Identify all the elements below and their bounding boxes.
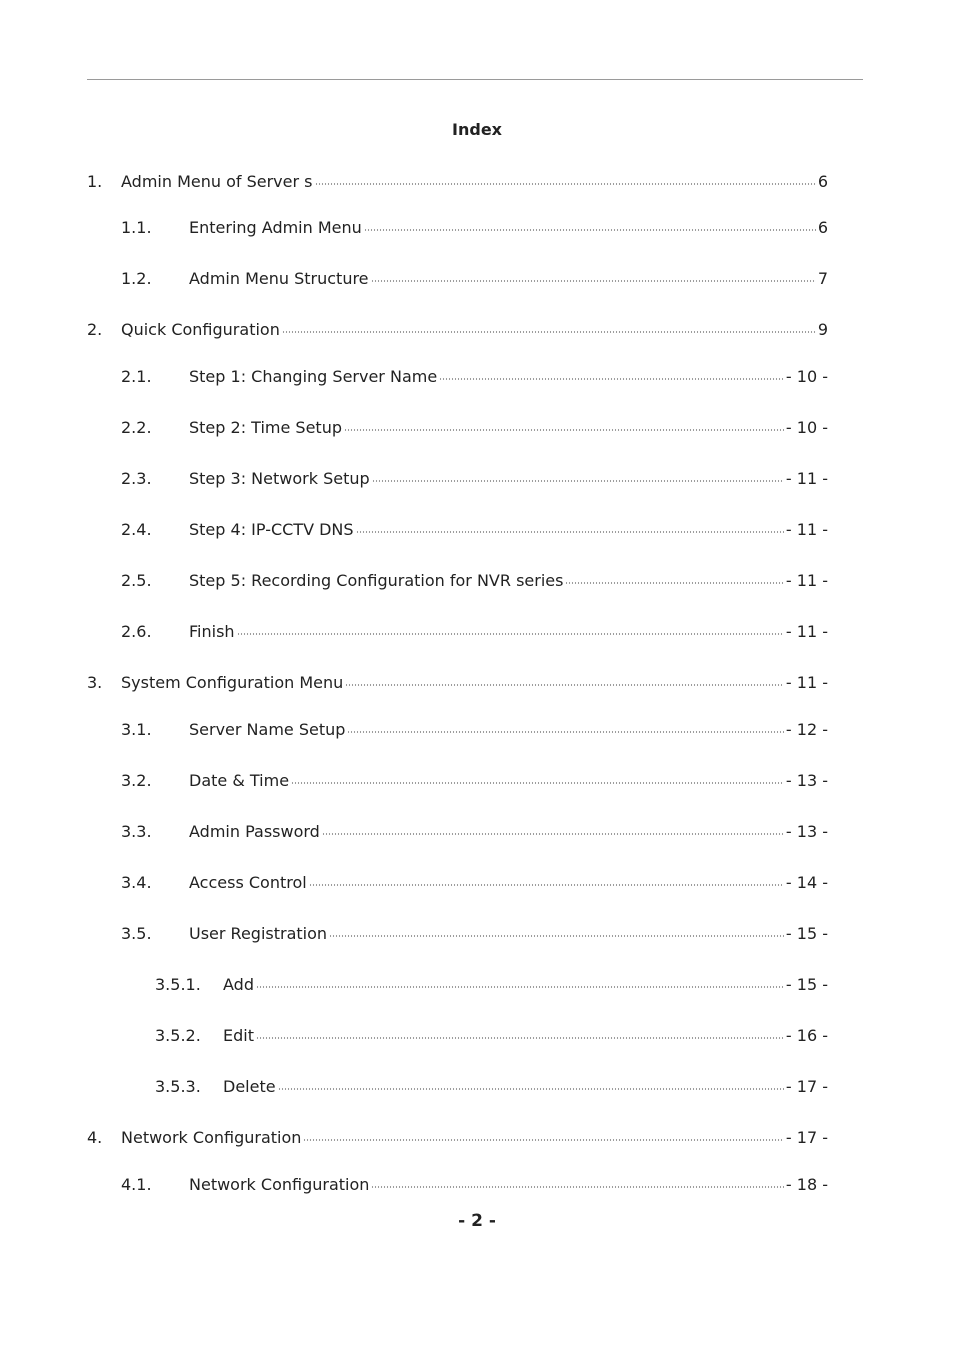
toc-entry-title: Network Configuration [121,1128,302,1147]
toc-entry-page: - 11 - [785,469,828,488]
toc-entry-number: 2.5. [121,571,152,590]
toc-entry-title: Access Control [189,873,307,892]
toc-dot-leader [439,378,784,382]
toc-entry[interactable] [155,1076,828,1098]
toc-dot-leader [371,280,816,284]
toc-entry-page: 6 [817,172,828,191]
toc-entry-title: Finish [189,622,235,641]
toc-dot-leader [565,582,783,586]
toc-entry-title: User Registration [189,924,328,943]
toc-dot-leader [256,986,784,990]
toc-entry-number: 2.4. [121,520,152,539]
toc-entry-number: 4. [87,1128,103,1147]
toc-entry-page: - 17 - [785,1077,828,1096]
toc-entry[interactable] [121,770,828,792]
toc-entry[interactable] [121,621,828,643]
toc-entry[interactable] [121,417,828,439]
toc-dot-leader [371,1186,784,1190]
toc-entry-page: - 15 - [785,975,828,994]
toc-entry[interactable] [121,821,828,843]
toc-entry-number: 3.5. [121,924,152,943]
toc-entry-title: Edit [223,1026,254,1045]
toc-entry-page: - 16 - [785,1026,828,1045]
toc-entry-page: - 14 - [785,873,828,892]
toc-entry-title: Admin Password [189,822,320,841]
toc-dot-leader [291,782,784,786]
toc-entry[interactable] [121,217,828,239]
toc-entry-page: - 11 - [785,520,828,539]
toc-entry-title: Step 4: IP-CCTV DNS [189,520,354,539]
toc-entry[interactable] [155,1025,828,1047]
toc-entry-number: 1.2. [121,269,152,288]
toc-entry-number: 2.3. [121,469,152,488]
toc-entry-title: Admin Menu of Server s [121,172,313,191]
toc-entry-number: 1. [87,172,103,191]
toc-entry-page: - 11 - [785,622,828,641]
toc-entry-page: - 13 - [785,771,828,790]
toc-entry[interactable] [121,366,828,388]
toc-entry-page: 7 [817,269,828,288]
toc-dot-leader [372,480,784,484]
toc-entry[interactable] [121,719,828,741]
toc-entry-page: - 15 - [785,924,828,943]
toc-entry[interactable] [121,1174,828,1196]
toc-entry-page: - 12 - [785,720,828,739]
toc-dot-leader [237,633,784,637]
toc-dot-leader [347,731,784,735]
toc-entry-title: Quick Configuration [121,320,280,339]
page-number: - 2 - [458,1211,496,1231]
toc-entry-title: Delete [223,1077,276,1096]
toc-entry-page: - 13 - [785,822,828,841]
toc-entry-number: 3. [87,673,103,692]
toc-entry-number: 3.4. [121,873,152,892]
toc-dot-leader [303,1139,784,1143]
toc-entry-title: Add [223,975,254,994]
toc-entry-number: 3.5.3. [155,1077,201,1096]
toc-dot-leader [356,531,784,535]
toc-entry-number: 2. [87,320,103,339]
toc-entry[interactable] [155,974,828,996]
toc-dot-leader [256,1037,784,1041]
toc-entry-number: 3.5.2. [155,1026,201,1045]
toc-entry[interactable] [87,672,828,694]
toc-entry[interactable] [121,468,828,490]
toc-entry-number: 2.2. [121,418,152,437]
toc-entry[interactable] [121,570,828,592]
toc-entry-page: 9 [817,320,828,339]
toc-entry-number: 3.2. [121,771,152,790]
toc-entry-number: 3.5.1. [155,975,201,994]
toc-entry[interactable] [87,171,828,193]
toc-dot-leader [329,935,784,939]
toc-entry-page: - 10 - [785,367,828,386]
toc-entry-number: 2.6. [121,622,152,641]
toc-dot-leader [322,833,784,837]
toc-entry-title: Step 1: Changing Server Name [189,367,438,386]
toc-entry[interactable] [121,872,828,894]
toc-entry-title: Entering Admin Menu [189,218,362,237]
toc-entry-title: Step 3: Network Setup [189,469,370,488]
toc-dot-leader [344,429,784,433]
toc-entry-page: 6 [817,218,828,237]
toc-entry-page: - 17 - [785,1128,828,1147]
toc-dot-leader [315,183,816,187]
toc-entry-title: System Configuration Menu [121,673,344,692]
toc-entry-title: Step 2: Time Setup [189,418,342,437]
toc-entry-page: - 18 - [785,1175,828,1194]
toc-dot-leader [309,884,784,888]
toc-entry[interactable] [121,519,828,541]
toc-entry[interactable] [121,268,828,290]
toc-entry-title: Network Configuration [189,1175,370,1194]
index-title: Index [452,120,502,139]
toc-dot-leader [364,229,816,233]
toc-entry-title: Server Name Setup [189,720,346,739]
toc-entry-number: 1.1. [121,218,152,237]
toc-entry-title: Date & Time [189,771,290,790]
toc-entry-title: Step 5: Recording Configuration for NVR series [189,571,564,590]
toc-dot-leader [278,1088,784,1092]
toc-entry-number: 2.1. [121,367,152,386]
toc-entry-number: 3.3. [121,822,152,841]
toc-entry[interactable] [87,319,828,341]
toc-entry-page: - 11 - [785,571,828,590]
toc-entry[interactable] [87,1127,828,1149]
toc-entry-number: 3.1. [121,720,152,739]
toc-dot-leader [345,684,784,688]
toc-entry[interactable] [121,923,828,945]
toc-entry-number: 4.1. [121,1175,152,1194]
toc-entry-page: - 11 - [785,673,828,692]
toc-entry-page: - 10 - [785,418,828,437]
toc-dot-leader [282,331,816,335]
toc-entry-title: Admin Menu Structure [189,269,369,288]
